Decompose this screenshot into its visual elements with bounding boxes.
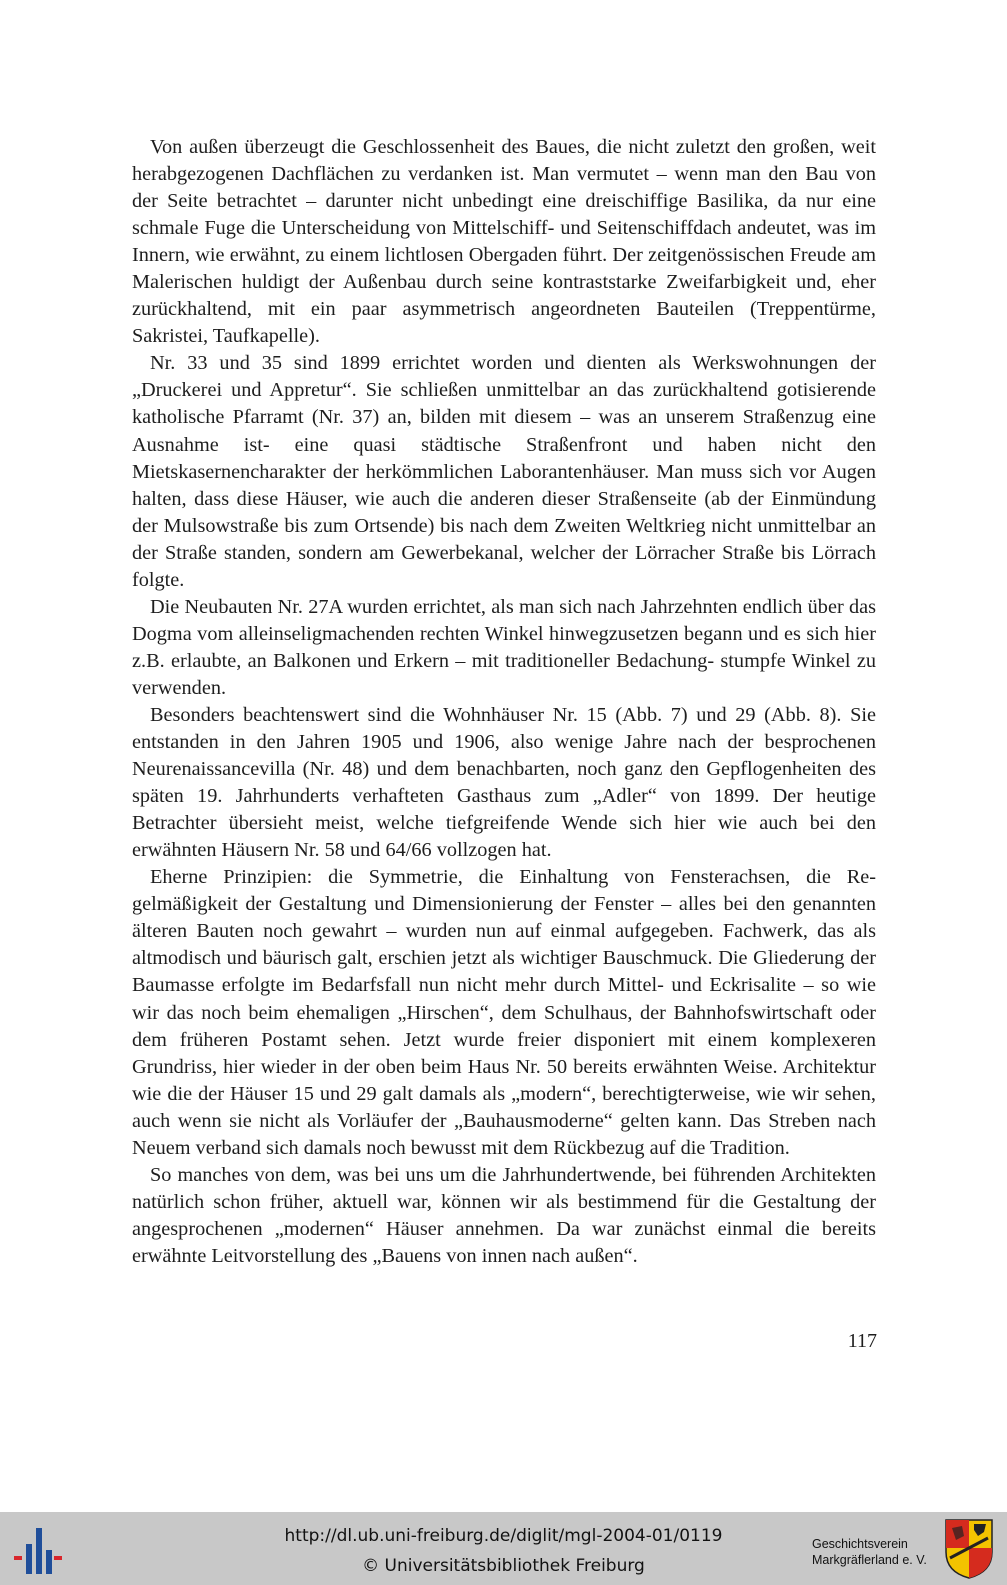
society-name-line-1: Geschichtsverein [812, 1537, 908, 1551]
footer-bar [0, 1512, 1007, 1585]
footer-url-link[interactable]: http://dl.ub.uni-freiburg.de/diglit/mgl-2004-01/0119 [284, 1526, 723, 1546]
paragraph-3: Die Neubauten Nr. 27A wurden errichtet, als man sich nach Jahrzehnten endlich über das Dogma vom alleinseligmachenden rechten Winkel hinwegzusetzen begann und es sich hier z.B. erlaubte, an Balkonen und Erkern – mit traditioneller Bedachung- stumpfe Winkel zu verwenden. [132, 595, 876, 699]
society-name [812, 1536, 927, 1568]
paragraph-1: Von außen überzeugt die Geschlossenheit des Baues, die nicht zuletzt den großen, weit herabgezogenen Dachflächen zu verdanken ist. Man vermutet – wenn man den Bau von der Seite betrachtet – darunter nicht unbedingt eine dreischiffige Basilika, da nur eine schmale Fuge die Unterscheidung von Mittelschiff- und Seitenschiffdach andeutet, was im Innern, wie erwähnt, zu einem lichtlosen Obergaden führt. Der zeitgenössischen Freude am Malerischen huldigt der Außenbau durch seine kontraststarke Zweifarbigkeit und, eher zurückhaltend, mit ein paar asymmetrisch angeordneten Bauteilen (Treppentürme, Sakristei, Taufkapelle). [132, 136, 876, 348]
paragraph-4: Besonders beachtenswert sind die Wohnhäuser Nr. 15 (Abb. 7) und 29 (Abb. 8). Sie entstanden in den Jahren 1905 und 1906, also wenige Jahre nach der besprochenen Neurenaissancevilla (Nr. 48) und dem benachbarten, noch ganz den Gepflogenheiten des späten 19. Jahrhunderts verhafteten Gasthaus zum „Adler“ von 1899. Der heutige Betrachter übersieht meist, welche tiefgreifende Wende sich hier wie auch bei den erwähnten Häusern Nr. 58 und 64/66 vollzogen hat. [132, 703, 876, 862]
footer-copyright: © Universitätsbibliothek Freiburg [362, 1556, 645, 1576]
paragraph-2: Nr. 33 und 35 sind 1899 errichtet worden und dienten als Werkswohnungen der „Druckerei und Appretur“. Sie schließen unmittelbar an das zurückhaltend gotisierende katholische Pfarramt (Nr. 37) an, bilden mit diesem – was an unserem Straßenzug eine Ausnahme ist- eine quasi städtische Straßenfront und haben nicht den Mietskasernencharakter der herkömmlichen Laborantenhäuser. Man muss sich vor Augen halten, dass diese Häuser, wie auch die anderen dieser Straßenseite (ab der Einmündung der Mulsowstraße bis zum Ortsende) bis nach dem Zweiten Weltkrieg nicht unmittelbar an der Straße standen, sondern am Gewerbekanal, welcher der Lörracher Straße bis Lörrach folgte. [132, 352, 876, 591]
coat-of-arms-icon [944, 1518, 994, 1580]
page-number: 117 [847, 1330, 877, 1352]
article-body [132, 134, 876, 1270]
paragraph-6: So manches von dem, was bei uns um die Jahrhundertwende, bei führenden Architekten natürlich schon früher, aktuell war, können wir als bestimmend für die Gestaltung der angesprochenen „modernen“ Häuser annehmen. Da war zunächst einmal die bereits erwähnte Leitvorstellung des „Bauens von innen nach außen“. [132, 1163, 876, 1267]
society-name-line-2: Markgräflerland e. V. [812, 1553, 927, 1567]
paragraph-5: Eherne Prinzipien: die Symmetrie, die Einhaltung von Fensterachsen, die Regelmäßigkeit der Gestaltung und Dimensionierung der Fenster – alles bei den genannten älteren Bauten noch gewahrt – wurden nun auf einmal aufgegeben. Fachwerk, das als altmodisch und bäurisch galt, erschien jetzt als wichtiger Bauschmuck. Die Gliederung der Baumasse erfolgte im Bedarfsfall nun nicht mehr durch Mittel- und Eckrisalite – so wie wir das noch beim ehemaligen „Hirschen“, dem Schulhaus, der Bahnhofswirtschaft oder dem früheren Postamt sehen. Jetzt wurde freier disponiert mit einem komplexeren Grundriss, hier wieder in der oben beim Haus Nr. 50 bereits erwähnten Weise. Architektur wie die der Häuser 15 und 29 galt damals als „modern“, berechtigterweise, wie wir sehen, auch wenn sie nicht als Vorläufer der „Bauhausmoderne“ gelten kann. Das Streben nach Neuem verband sich damals noch bewusst mit dem Rückbezug auf die Tradition. [132, 866, 876, 1159]
